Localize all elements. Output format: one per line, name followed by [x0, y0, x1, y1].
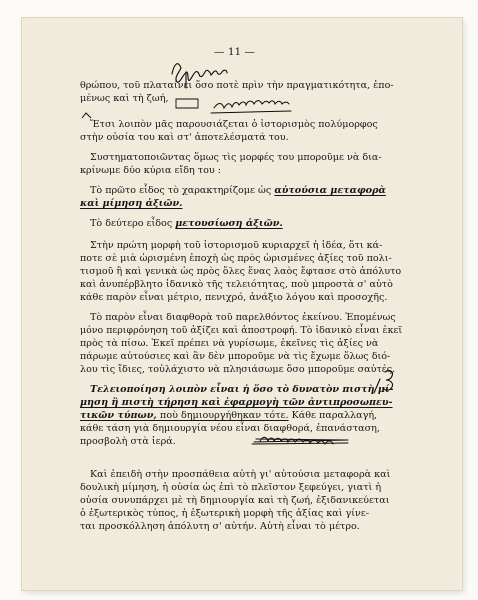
text-line: [90, 184, 386, 197]
text-line: [80, 409, 377, 422]
text-segment: κάθε παρὸν εἶναι μέτριο, πενιχρό, ἀνάξιο λόγου καὶ προσοχῆς.: [80, 292, 388, 303]
text-line: [80, 92, 169, 105]
text-segment: πρὸς τὰ πίσω. Ἐκεῖ πρέπει νὰ γυρίσωμε, ἐκεῖνες τὶς ἀξίες νὰ: [80, 338, 379, 349]
text-segment: κάθε τάση γιὰ δημιουργία νέου εἶναι διαφθορά, ἐπανάσταση,: [80, 423, 380, 434]
text-segment: τισμοῦ ἢ καὶ γενικὰ ὡς πρὸς ὅλες ἕνας λαὸς ἔφτασε στὸ ἀπόλυτο: [80, 266, 402, 277]
text-segment: μόνο περιφρόνηση τοῦ ἀξίζει καὶ ἀποστροφή. Τὸ ἰδανικὸ εἶναι ἐκεῖ: [80, 325, 403, 336]
text-segment: Ἔτσι λοιπὸν μᾶς παρουσιάζεται ὁ ἰστορισμὸς πολύμορφος: [90, 119, 378, 130]
text-segment: ὁ ἐξωτερικὸς τύπος, ἡ ἐξωτερικὴ μορφὴ τῆς ἀξίας καὶ γίνε-: [80, 508, 370, 519]
text-line: [80, 197, 182, 210]
text-segment: θρώπου, τοῦ πλαταίνει ὅσο ποτὲ πρὶν τὴν πραγματικότητα, ἐπο-: [80, 80, 394, 91]
text-line: [80, 324, 402, 337]
emphasized-text: Τελειοποίηση λοιπὸν εἶναι ἡ ὅσο τὸ δυνατὸν πιστὴ μί-: [90, 384, 394, 395]
text-segment: Στὴν πρώτη μορφὴ τοῦ ἰστορισμοῦ κυριαρχεῖ ἡ ἰδέα, ὅτι κά-: [90, 240, 383, 251]
emphasized-text: αὐτούσια μεταφορὰ: [274, 185, 386, 196]
text-segment: οὐσία συνυπάρχει μὲ τὴ δημιουργία καὶ τὴ ζωή, ἐξιδανικεύεται: [80, 495, 390, 506]
text-line: [80, 435, 176, 448]
text-line: [90, 311, 396, 324]
text-line: [90, 217, 283, 230]
text-segment: προσβολὴ στὰ ἱερά.: [80, 436, 176, 447]
text-segment: Κάθε παραλλαγή,: [288, 410, 378, 421]
text-segment: Τὸ δεύτερο εἶδος: [90, 218, 176, 229]
text-line: [80, 494, 389, 507]
text-line: [90, 239, 382, 252]
text-segment: ται προσκόλληση ἀπόλυτη σ' αὐτήν. Αὐτὴ εἶναι τὸ μέτρο.: [80, 521, 360, 532]
text-line: [80, 291, 387, 304]
page-number: — 11 —: [214, 46, 256, 58]
text-line: [90, 468, 390, 481]
text-segment: μένως καὶ τὴ ζωή,: [80, 93, 169, 104]
text-line: [80, 265, 401, 278]
text-line: [80, 350, 390, 363]
text-line: [80, 79, 394, 92]
text-segment: καὶ ἀνυπέρβλητο ἰδανικὸ τῆς τελειότητας, ποὺ μπροστὰ σ' αὐτὸ: [80, 279, 393, 290]
text-line: [90, 118, 378, 131]
text-segment: ποτε σὲ μιὰ ὡρισμένη ἐποχὴ ὡς πρὸς ὡρισμένες ἀξίες τοῦ πολι-: [80, 253, 392, 264]
text-line: [80, 422, 380, 435]
text-segment: Καὶ ἐπειδὴ στὴν προσπάθεια αὐτὴ γι' αὐτούσια μεταφορὰ καὶ: [90, 469, 391, 480]
text-segment: δουλικὴ μίμηση, ἡ οὐσία ὡς ἐπὶ τὸ πλεῖστον ξεφεύγει, γιατὶ ἡ: [80, 482, 382, 493]
text-line: [80, 396, 393, 409]
text-segment: κρίνωμε δύο κύρια εἴδη του :: [80, 165, 222, 176]
text-line: [80, 363, 395, 376]
text-segment: Συστηματοποιῶντας ὅμως τὶς μορφές του μποροῦμε νὰ δια-: [90, 152, 382, 163]
text-line: [80, 131, 289, 144]
text-segment: στὴν οὐσία του καὶ στ' ἀποτελέσματά του.: [80, 132, 289, 143]
text-line: [80, 278, 393, 291]
text-line: [90, 383, 394, 396]
text-line: [80, 481, 381, 494]
text-segment: λου τὶς ἴδιες, τοὐλάχιστο νὰ πλησιάσωμε ὅσο μποροῦμε σαὐτές.: [80, 364, 396, 375]
emphasized-text: ποὺ δημιουργήθηκαν τότε.: [160, 410, 289, 421]
text-line: [80, 337, 378, 350]
text-segment: πάρωμε αὐτούσιες καὶ ἂν δὲν μποροῦμε νὰ τὶς ἔχωμε ὅλως διό-: [80, 351, 391, 362]
text-line: [80, 520, 360, 533]
text-line: [80, 507, 369, 520]
text-line: [90, 151, 382, 164]
emphasized-text: μηση ἢ πιστὴ τήρηση καὶ ἐφαρμογὴ τῶν ἀντιπροσωπευ-: [80, 397, 393, 408]
emphasized-text: τικῶν τύπων,: [80, 410, 161, 421]
text-segment: Τὸ πρῶτο εἶδος τὸ χαρακτηρίζομε ὡς: [90, 185, 275, 196]
text-line: [80, 252, 392, 265]
text-line: [80, 164, 221, 177]
emphasized-text: μετουσίωση ἀξιῶν.: [175, 218, 283, 229]
emphasized-text: καὶ μίμηση ἀξιῶν.: [80, 198, 183, 209]
text-segment: Τὸ παρὸν εἶναι διαφθορὰ τοῦ παρελθόντος ἐκείνου. Ἑπομένως: [90, 312, 396, 323]
